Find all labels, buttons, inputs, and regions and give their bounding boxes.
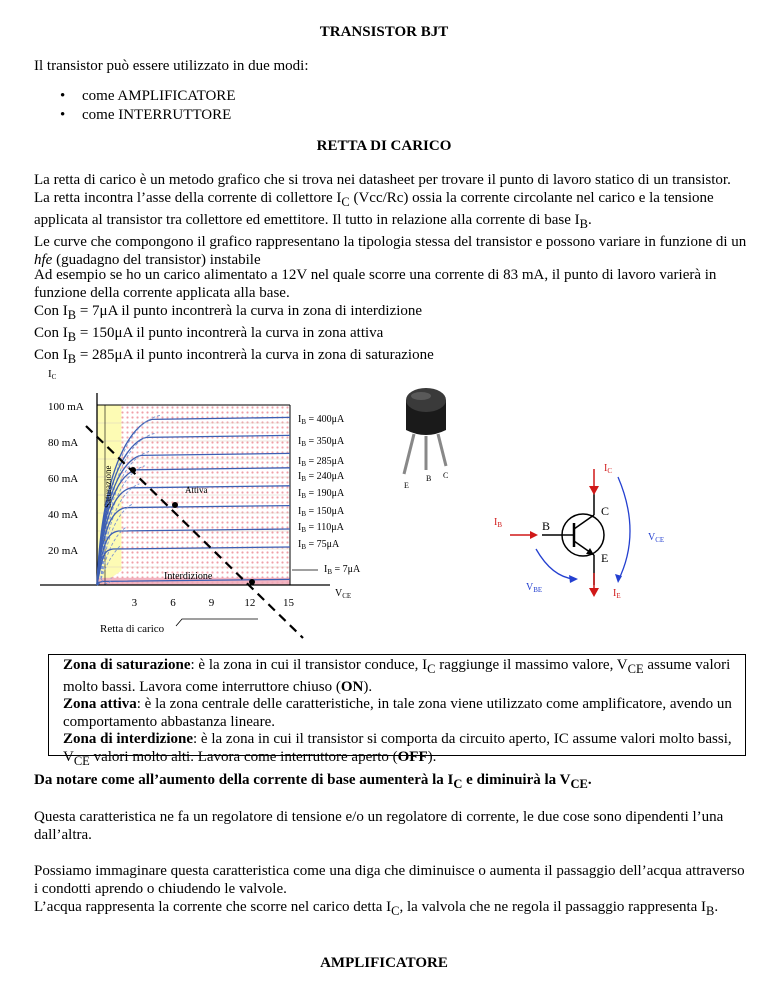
ib-curve-label: $I_B = 150\mu A$ [298,506,345,518]
section-heading-retta: RETTA DI CARICO [316,138,452,154]
y-tick-label: 60 mA [48,473,79,485]
pin-label-e: E [404,481,409,490]
y-axis-label: IC [48,368,57,381]
ib-curve-label: $I_B = 110\mu A$ [298,522,344,534]
node-label-b: B [542,519,551,533]
vbe-label: $V_{BE}$ [526,582,543,594]
zone-label-cutoff: Interdizione [164,571,213,582]
vce-label: $V_{CE}$ [648,532,665,544]
pin-label-c: C [443,471,449,480]
y-tick-label: 20 mA [48,545,79,557]
operating-point-active [172,502,178,508]
vbe-arc [536,549,574,579]
modes-list [34,87,734,125]
list-item: • come INTERRUTTORE [34,106,734,125]
vce-arc [618,477,630,581]
zones-box: Zona di saturazione: è la zona in cui il transistor conduce, $I_C$ raggiunge il massimo valore, $V_{CE}$ assume valori molto bassi. Lavora come interruttore chiuso (ON). Zona attiva: è la zona centrale delle caratteristiche, in tale zona viene utilizzato come amplificatore, avendo un comportamento abbastanza lineare. Zona di interdizione: è la zona in cui il transistor si comporta da circuito aperto, IC assume valori molto bassi, $V_{CE}$ valori molto alti. Lavora come interruttore aperto (OFF). [48,654,746,756]
zone-label-active: Attiva [185,485,208,495]
ib-curve-label: $I_B = 285\mu A$ [298,456,345,468]
node-label-c: C [601,504,610,518]
page-title: TRANSISTOR BJT [319,24,449,40]
regulator-paragraph: Questa caratteristica ne fa un regolatore di tensione e/o un regolatore di corrente, le due cose sono dipendenti l’una dall’altra. [34,809,724,843]
pin-e [404,434,414,474]
retta-paragraph-2: Ad esempio se ho un carico alimentato a 12V nel quale scorre una corrente di 83 mA, il punto di lavoro varierà in funzione della corrente applicata alla base. Con $I_B = 7\mu A$ il punto incontrerà la curva in zona di interdizione Con $I_B = 150\mu A$ il punto incontrerà la curva in zona attiva Con $I_B = 285\mu A$ il punto incontrerà la curva in zona di saturazione [34,266,750,368]
operating-point-saturation [130,467,136,473]
example-line: Con $I_B = 7\mu A$ il punto incontrerà la curva in zona di interdizione [34,303,423,322]
ib-curve-label: $I_B = 350\mu A$ [298,436,345,448]
ib-curve-label: $I_B = 240\mu A$ [298,471,345,483]
transistor-package [390,378,460,493]
x-tick-label: 15 [283,597,294,609]
load-line-leader [176,619,258,626]
ib-curve-label: $I_B = 7\mu A$ [324,564,361,576]
ib-label: $I_B$ [494,517,503,529]
zone-label-saturation: Saturazione [103,465,113,508]
intro-text: Il transistor può essere utilizzato in due modi: [34,58,309,74]
node-label-e: E [601,551,609,565]
x-axis-label: $V_{CE}$ [335,588,352,600]
y-tick-label: 80 mA [48,437,79,449]
y-tick-label: 40 mA [48,509,79,521]
y-tick-label: 100 mA [48,401,84,413]
characteristic-chart [0,360,420,650]
example-line: Con $I_B = 285\mu A$ il punto incontrerà la curva in zona di saturazione [34,347,434,366]
ib-curve-label: $I_B = 75\mu A$ [298,539,340,551]
ib-curve-label: $I_B = 400\mu A$ [298,414,345,426]
note-text: Da notare come all’aumento della corrente di base aumenterà la $I_C$ e diminuirà la $V_{CE}$. [34,772,592,791]
dam-paragraph: Possiamo immaginare questa caratteristica come una diga che diminuisce o aumenta il passaggio dell’acqua attraverso i condotti aprendo o chiudendo le valvole. L’acqua rappresenta la corrente che scorre nel carico detta $I_C$, la valvola che ne regola il passaggio rappresenta $I_B$. [34,863,745,918]
x-tick-label: 3 [131,597,138,609]
transistor-schematic [470,455,690,605]
ib-curve-label: $I_B = 190\mu A$ [298,488,345,500]
example-line: Con $I_B = 150\mu A$ il punto incontrerà la curva in zona attiva [34,325,384,344]
pin-label-b: B [426,474,432,483]
x-tick-label: 9 [208,597,215,609]
list-item: • come AMPLIFICATORE [34,87,734,106]
package-top [406,388,446,412]
pin-c [438,434,446,466]
x-tick-label: 12 [244,597,256,609]
retta-paragraph-1: La retta di carico è un metodo grafico che si trova nei datasheet per trovare il punto di lavoro statico di un transistor. La retta incontra l’asse della corrente di collettore $I_C$ (Vcc/Rc) ossia la corrente circolante nel carico e la tensione applicata al transistor tra collettore ed emettitore. Il tutto in relazione alla corrente di base $I_B$. Le curve che compongono il grafico rappresentano la tipologia stessa del transistor e possono variare in funzione di un hfe (guadagno del transistor) instabile [34,172,747,268]
ic-label: $I_C$ [604,463,613,475]
emitter-arrow [586,548,594,555]
operating-point-cutoff [249,579,255,585]
ie-label: $I_E$ [613,588,621,600]
x-tick-label: 6 [170,597,176,609]
section-heading-amplificatore: AMPLIFICATORE [320,955,448,971]
load-line-label: Retta di carico [100,623,165,635]
